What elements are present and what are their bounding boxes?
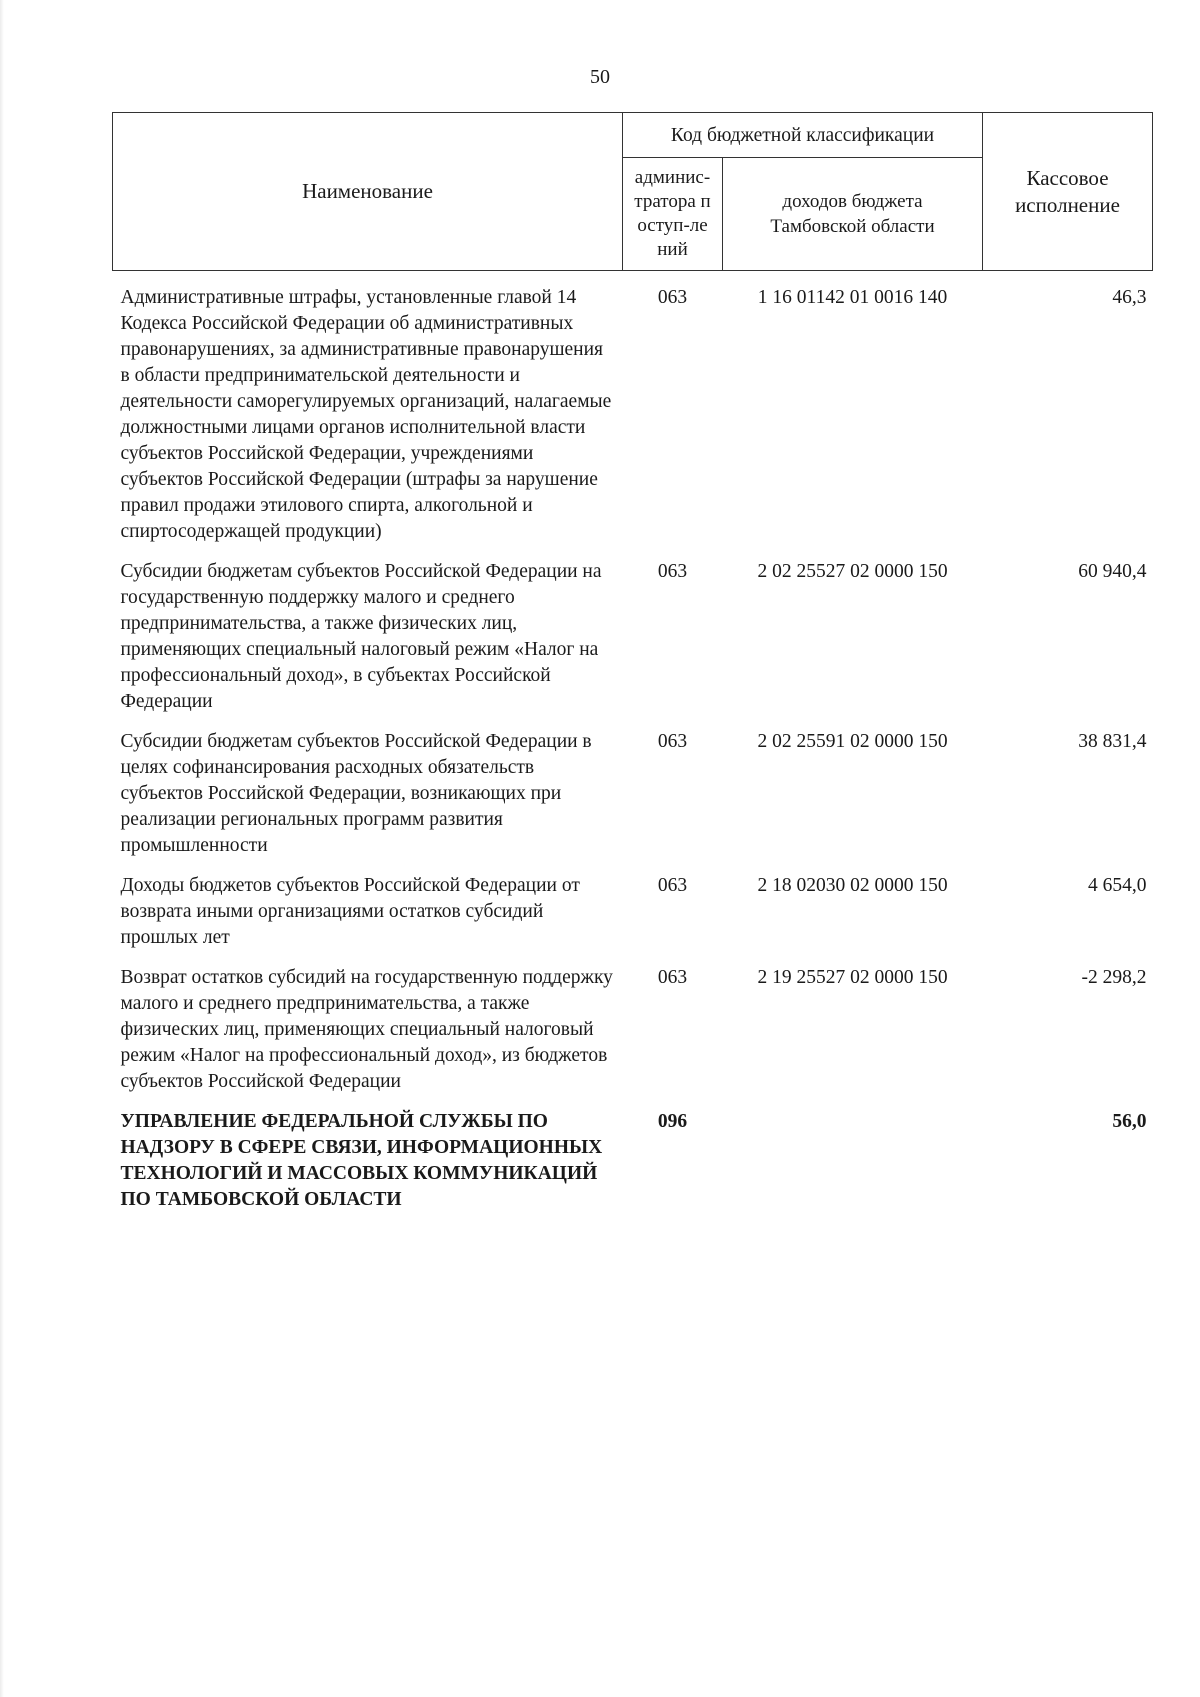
page-number: 50 xyxy=(590,66,610,88)
header-name: Наименование xyxy=(113,113,623,271)
row-amount: 38 831,4 xyxy=(1078,731,1147,752)
table-header xyxy=(113,113,1153,271)
header-amount-label: Кассовое исполнение xyxy=(1015,165,1120,217)
row-amount: 60 940,4 xyxy=(1078,561,1147,582)
row-income-code: 2 02 25527 02 0000 150 xyxy=(757,561,948,582)
header-code-group: Код бюджетной классификации xyxy=(623,113,983,158)
row-admin-code: 063 xyxy=(657,967,688,988)
header-income xyxy=(723,158,983,271)
table-row xyxy=(113,715,1153,859)
row-admin-code: 063 xyxy=(657,875,688,896)
row-income-code: 1 16 01142 01 0016 140 xyxy=(757,287,948,308)
table-row xyxy=(113,859,1153,951)
row-amount: 4 654,0 xyxy=(1088,875,1147,896)
header-amount xyxy=(983,113,1153,271)
table-row xyxy=(113,545,1153,715)
row-name: Доходы бюджетов субъектов Российской Федерации от возврата иными организациями остатков субсидий прошлых лет xyxy=(120,875,580,948)
row-name: УПРАВЛЕНИЕ ФЕДЕРАЛЬНОЙ СЛУЖБЫ ПО НАДЗОРУ В СФЕРЕ СВЯЗИ, ИНФОРМАЦИОННЫХ ТЕХНОЛОГИЙ И МАССОВЫХ КОММУНИКАЦИЙ ПО ТАМБОВСКОЙ ОБЛАСТИ xyxy=(120,1111,603,1210)
budget-table xyxy=(112,112,1153,1213)
header-admin xyxy=(623,158,723,271)
row-name: Возврат остатков субсидий на государственную поддержку малого и среднего предпринимательства, а также физических лиц, применяющих специальный налоговый режим «Налог на профессиональный доход», из бюджетов субъектов Российской Федерации xyxy=(120,967,613,1092)
row-name: Субсидии бюджетам субъектов Российской Федерации в целях софинансирования расходных обязательств субъектов Российской Федерации, возникающих при реализации региональных программ развития промышленности xyxy=(120,731,592,856)
row-admin-code: 063 xyxy=(657,287,688,308)
row-income-code: 2 19 25527 02 0000 150 xyxy=(757,967,948,988)
row-admin-code: 063 xyxy=(657,561,688,582)
row-income-code: 2 18 02030 02 0000 150 xyxy=(757,875,948,896)
row-name: Административные штрафы, установленные главой 14 Кодекса Российской Федерации об административных правонарушениях, за административные правонарушения в области предпринимательской деятельности и деятельности саморегулируемых организаций, налагаемые должностными лицами органов исполнительной власти субъектов Российской Федерации, учреждениями субъектов Российской Федерации (штрафы за нарушение правил продажи этилового спирта, алкогольной и спиртосодержащей продукции) xyxy=(120,287,612,542)
table-row xyxy=(113,951,1153,1095)
table-row-agency xyxy=(113,1095,1153,1213)
row-admin-code: 096 xyxy=(657,1111,688,1132)
row-name: Субсидии бюджетам субъектов Российской Федерации на государственную поддержку малого и среднего предпринимательства, а также физических лиц, применяющих специальный налоговый режим «Налог на профессиональный доход», в субъектах Российской Федерации xyxy=(120,561,602,712)
row-amount: -2 298,2 xyxy=(1081,967,1147,988)
row-amount: 46,3 xyxy=(1112,287,1147,308)
table-row xyxy=(113,271,1153,546)
row-amount: 56,0 xyxy=(1112,1111,1147,1132)
row-income-code: 2 02 25591 02 0000 150 xyxy=(757,731,948,752)
row-admin-code: 063 xyxy=(657,731,688,752)
scan-edge xyxy=(0,0,4,1697)
row-income-code xyxy=(723,1095,983,1213)
header-income-label: доходов бюджета Тамбовской области xyxy=(770,191,935,237)
header-admin-label: админис-тратора поступ-лений xyxy=(634,167,711,260)
